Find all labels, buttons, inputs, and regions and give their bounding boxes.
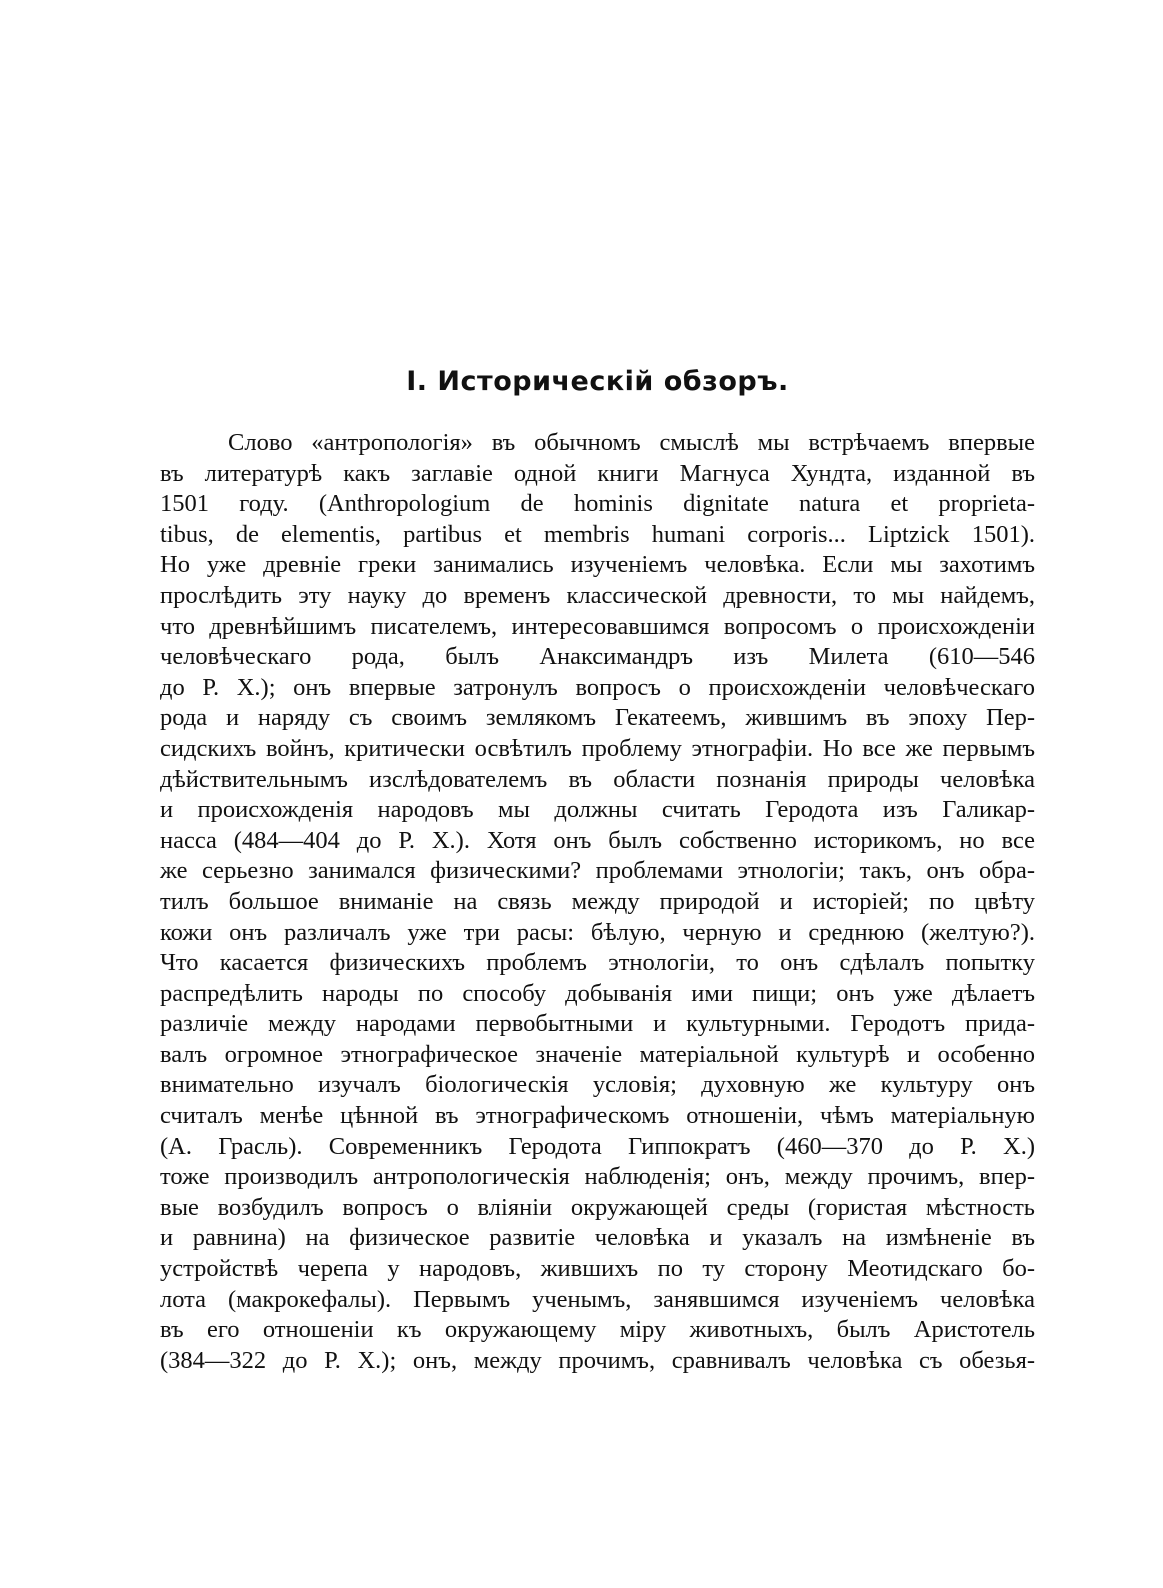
text-line: тилъ большое вниманіе на связь между природой и исторіей; по цвѣту (160, 887, 1035, 915)
text-line: Но уже древніе греки занимались изученіемъ человѣка. Если мы захотимъ (160, 551, 1035, 579)
text-line: въ литературѣ какъ заглавіе одной книги Магнуса Хундта, изданной въ (160, 459, 1035, 487)
text-line: что древнѣйшимъ писателемъ, интересовавшимся вопросомъ о происхожденіи (160, 612, 1035, 640)
text-line: кожи онъ различалъ уже три расы: бѣлую, черную и среднюю (желтую?). (160, 918, 1035, 946)
text-line: человѣческаго рода, былъ Анаксимандръ изъ Милета (610—546 (160, 643, 1035, 671)
text-line: вые возбудилъ вопросъ о вліяніи окружающей среды (гористая мѣстность (160, 1193, 1035, 1221)
text-line: tibus, de elementis, partibus et membris humani corporis... Liptzick 1501). (160, 520, 1035, 548)
text-line: прослѣдить эту науку до временъ классической древности, то мы найдемъ, (160, 581, 1035, 609)
chapter-heading: I. Историческій обзоръ. (406, 366, 789, 397)
text-line: 1501 году. (Anthropologium de hominis dignitate natura et proprieta- (160, 490, 1035, 518)
text-line: Что касается физическихъ проблемъ этнологіи, то онъ сдѣлалъ попытку (160, 949, 1035, 977)
text-line: (384—322 до Р. Х.); онъ, между прочимъ, сравнивалъ человѣка съ обезья- (160, 1346, 1035, 1374)
text-line: въ его отношеніи къ окружающему міру животныхъ, былъ Аристотель (160, 1316, 1035, 1344)
text-line: сидскихъ войнъ, критически освѣтилъ проблему этнографіи. Но все же первымъ (160, 734, 1035, 762)
text-line: тоже производилъ антропологическія наблюденія; онъ, между прочимъ, впер- (160, 1163, 1035, 1191)
text-line: внимательно изучалъ біологическія условія; духовную же культуру онъ (160, 1071, 1035, 1099)
text-line: различіе между народами первобытными и культурными. Геродотъ прида- (160, 1010, 1035, 1038)
body-paragraph (160, 428, 1035, 1376)
text-line: (А. Грасль). Современникъ Геродота Гиппократъ (460—370 до Р. Х.) (160, 1132, 1035, 1160)
text-line: лота (макрокефалы). Первымъ ученымъ, занявшимся изученіемъ человѣка (160, 1285, 1035, 1313)
text-line: и происхожденія народовъ мы должны считать Геродота изъ Галикар- (160, 796, 1035, 824)
text-line: устройствѣ черепа у народовъ, жившихъ по ту сторону Меотидскаго бо- (160, 1255, 1035, 1283)
text-line: дѣйствительнымъ изслѣдователемъ въ области познанія природы человѣка (160, 765, 1035, 793)
text-line: до Р. Х.); онъ впервые затронулъ вопросъ о происхожденіи человѣческаго (160, 673, 1035, 701)
text-line: насса (484—404 до Р. Х.). Хотя онъ былъ собственно историкомъ, но все (160, 826, 1035, 854)
text-line: валъ огромное этнографическое значеніе матеріальной культурѣ и особенно (160, 1040, 1035, 1068)
text-line: рода и наряду съ своимъ землякомъ Гекатеемъ, жившимъ въ эпоху Пер- (160, 704, 1035, 732)
text-line: же серьезно занимался физическими? проблемами этнологіи; такъ, онъ обра- (160, 857, 1035, 885)
text-line: считалъ менѣе цѣнной въ этнографическомъ отношеніи, чѣмъ матеріальную (160, 1102, 1035, 1130)
text-line: Слово «антропологія» въ обычномъ смыслѣ мы встрѣчаемъ впервые (228, 429, 1035, 456)
text-line: и равнина) на физическое развитіе человѣка и указалъ на измѣненіе въ (160, 1224, 1035, 1252)
text-line: распредѣлить народы по способу добыванія ими пищи; онъ уже дѣлаетъ (160, 979, 1035, 1007)
